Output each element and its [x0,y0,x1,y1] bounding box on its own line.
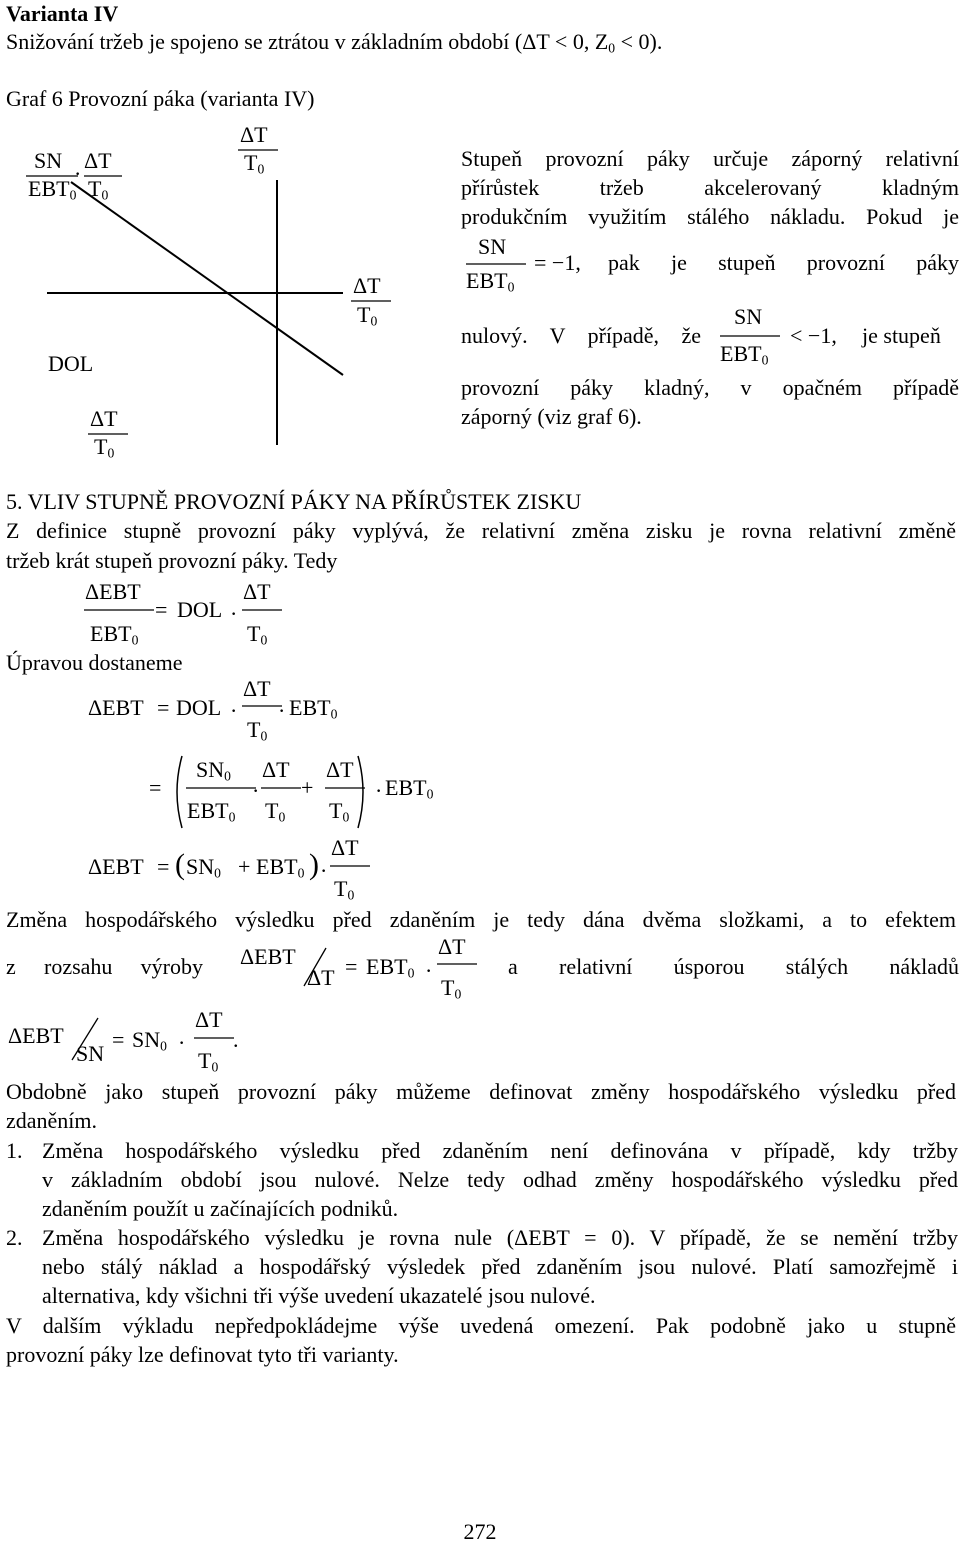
upravou-text: Úpravou dostaneme [6,650,183,675]
variant-subtitle: Snižování tržeb je spojeno se ztrátou v základním období (ΔT < 0, $Z_0 < 0$). [6,29,663,56]
label-ebt0: $EBT_0$ [28,176,77,203]
list-item-1-line-1: Změna hospodářského výsledku před zdaněním není definována v případě, kdy tržby [42,1138,958,1163]
eqd-debt: ΔEBT [88,854,144,879]
eq2-rel: < −1, [790,323,837,348]
eqc-dot1: · [252,778,260,803]
eq2-text: je stupeň [862,323,941,348]
section-p1-line-1: Z definice stupně provozní páky vyplývá, že relativní změna zisku je rovna relativní změně [6,518,956,543]
eqe-dt: ΔT [438,934,466,959]
eqc-dt2: ΔT [326,757,354,782]
eqf-debt: ΔEBT [8,1023,64,1048]
section-p1-line-2: tržeb krát stupeň provozní páky. Tedy [6,548,338,573]
eqc-ebt0: $EBT_0$ [187,798,236,825]
leverage-line [71,182,343,375]
eqa-t0: $T_0$ [247,621,268,648]
label-right-t0: $T_0$ [357,302,378,329]
eqd-eq: = [157,854,170,879]
explanation-line-3: produkčním využitím stálého nákladu. Pokud je [461,204,959,229]
explanation-line-2: přírůstek tržeb akcelerovaný kladným [461,175,959,200]
eq1-sn: SN [478,234,507,259]
eqc-dt1: ΔT [262,757,290,782]
eqb-dt: ΔT [243,676,271,701]
section-p2-post: a relativní úsporou stálých nákladů [508,954,959,979]
eqe-t0: $T_0$ [441,975,462,1002]
eqe-dot: · [425,958,433,983]
eqd-sn0: $SN_0$ [186,854,221,881]
eqc-t0-1: $T_0$ [265,798,286,825]
eqb-dol: DOL [176,695,222,720]
eqf-period: . [233,1027,239,1052]
closing-line-2: provozní páky lze definovat tyto tři varianty. [6,1342,399,1367]
eqc-sn0: $SN_0$ [196,757,231,784]
eq1-ebt0: $EBT_0$ [466,268,515,295]
eqc-dot2: · [375,778,383,803]
list-item-2-number: 2. [6,1225,23,1250]
label-sn: SN [34,148,63,173]
eqf-eq: = [112,1027,125,1052]
eqd-rparen: ) [309,848,319,881]
page-number: 272 [463,1519,497,1544]
eqb-dot2: · [278,698,286,723]
eqa-dol: DOL [177,597,223,622]
list-item-2-line-1: Změna hospodářského výsledku je rovna nule (ΔEBT = 0). V případě, že se nemění tržby [42,1225,958,1250]
eqa-dt: ΔT [243,579,271,604]
eqc-eq: = [149,775,162,800]
label-right-delta-t: ΔT [353,273,381,298]
eqd-ebt0: $EBT_0$ [256,854,305,881]
eqb-debt: ΔEBT [88,695,144,720]
eqd-lparen: ( [175,848,185,881]
eqd-dt: ΔT [331,835,359,860]
label-dol: DOL [48,351,94,376]
eqc-ebt0-out: $EBT_0$ [385,775,434,802]
explanation-line-1: Stupeň provozní páky určuje záporný relativní [461,146,959,171]
explanation-line-5: nulový. V případě, že [461,323,701,348]
label-top-t0: $T_0$ [244,150,265,177]
list-item-1-line-3: zdaněním použít u začínajících podniků. [42,1196,399,1221]
eqb-t0: $T_0$ [247,717,268,744]
eqf-sn-sub: SN [76,1041,105,1066]
explanation-line-7: záporný (viz graf 6). [461,404,642,429]
eqd-dot: · [320,858,328,883]
eqa-eq: = [155,597,168,622]
label-t0: $T_0$ [88,176,109,203]
label-dot: · [74,161,82,186]
eq1-text: pak je stupeň provozní páky [608,250,959,275]
eqc-t0-2: $T_0$ [329,798,350,825]
graph-title: Graf 6 Provozní páka (varianta IV) [6,86,315,111]
list-item-2-line-2: nebo stálý náklad a hospodářský výsledek před zdaněním jsou nulové. Platí samozřejmě i [42,1254,958,1279]
variant-title: Varianta IV [6,1,119,26]
label-delta-t: ΔT [84,148,112,173]
eqe-eq: = [345,954,358,979]
label-top-delta-t: ΔT [240,122,268,147]
eq2-sn: SN [734,304,763,329]
eqa-dot: · [230,601,238,626]
label-bottom-t0: $T_0$ [94,434,115,461]
list-intro-line-2: zdaněním. [6,1108,98,1133]
eqf-dt: ΔT [195,1007,223,1032]
eqf-dot: · [178,1030,186,1055]
eqf-t0: $T_0$ [198,1048,219,1075]
eqd-plus: + [238,854,251,879]
eqa-debt: ΔEBT [85,579,141,604]
section-title: 5. VLIV STUPNĚ PROVOZNÍ PÁKY NA PŘÍRŮSTEK ZISKU [6,489,582,514]
explanation-line-6: provozní páky kladný, v opačném případě [461,375,959,400]
eqb-dot1: · [230,698,238,723]
list-intro-line-1: Obdobně jako stupeň provozní páky můžeme definovat změny hospodářského výsledku před [6,1079,956,1104]
eqe-debt: ΔEBT [240,944,296,969]
eqb-eq: = [157,695,170,720]
section-p2-line-1: Změna hospodářského výsledku před zdaněním je tedy dána dvěma složkami, a to efektem [6,907,956,932]
eqc-plus: + [301,775,314,800]
eqe-dt-sub: ΔT [307,965,335,990]
list-item-2-line-3: alternativa, kdy všichni tři výše uvedení ukazatelé jsou nulové. [42,1283,596,1308]
eq1-rel: = −1, [534,250,581,275]
label-bottom-delta-t: ΔT [90,406,118,431]
eqe-ebt0: $EBT_0$ [366,954,415,981]
eqa-ebt0: $EBT_0$ [90,621,139,648]
section-p2-pre: z rozsahu výroby [6,954,203,979]
eqd-t0: $T_0$ [334,876,355,903]
eqb-ebt0: $EBT_0$ [289,695,338,722]
list-item-1-line-2: v základním období jsou nulové. Nelze tedy odhad změny hospodářského výsledku před [42,1167,958,1192]
eqf-sn0: $SN_0$ [132,1027,167,1054]
closing-line-1: V dalším výkladu nepředpokládejme výše uvedená omezení. Pak podobně jako u stupně [6,1313,956,1338]
eq2-ebt0: $EBT_0$ [720,341,769,368]
list-item-1-number: 1. [6,1138,23,1163]
